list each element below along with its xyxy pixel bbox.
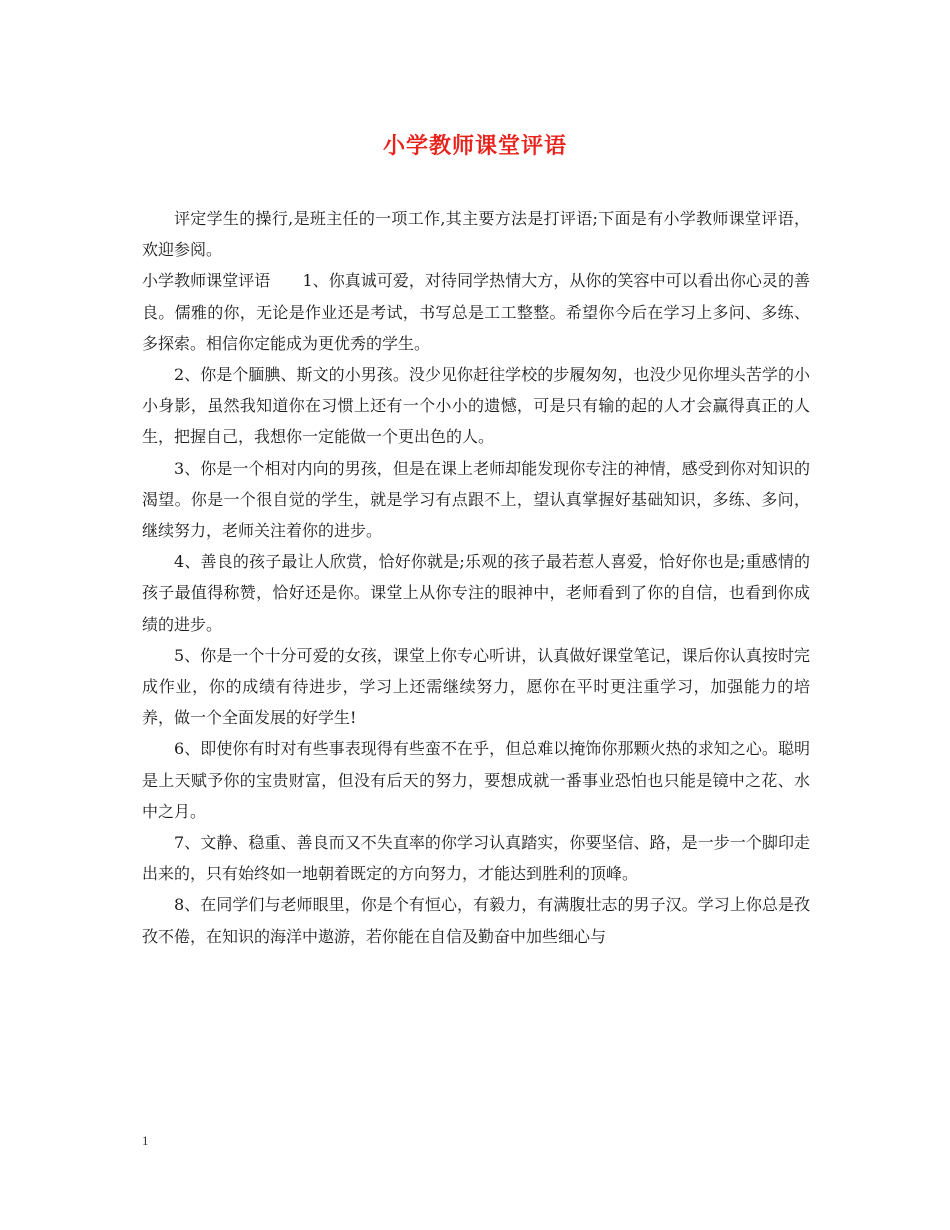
paragraph-2: 2、你是个腼腆、斯文的小男孩。没少见你赶往学校的步履匆匆，也没少见你埋头苦学的小小身影，虽然我知道你在习惯上还有一个小小的遗憾，可是只有输的起的人才会赢得真正的人生，把握自己，我想你一定能做一个更出色的人。 (142, 365, 810, 447)
paragraph-8: 8、在同学们与老师眼里，你是个有恒心，有毅力，有满腹壮志的男子汉。学习上你总是孜孜不倦，在知识的海洋中遨游，若你能在自信及勤奋中加些细心与 (142, 895, 810, 946)
page-number: 1 (142, 1133, 149, 1148)
paragraph-3: 3、你是一个相对内向的男孩，但是在课上老师却能发现你专注的神情，感受到你对知识的渴望。你是一个很自觉的学生，就是学习有点跟不上，望认真掌握好基础知识，多练、多问，继续努力，老师关注着你的进步。 (142, 458, 810, 541)
paragraph-4: 4、善良的孩子最让人欣赏，恰好你就是;乐观的孩子最若惹人喜爱，恰好你也是;重感情的孩子最值得称赞，恰好还是你。课堂上从你专注的眼神中，老师看到了你的自信，也看到你成绩的进步。 (142, 552, 810, 634)
paragraph-5: 5、你是一个十分可爱的女孩，课堂上你专心听讲，认真做好课堂笔记，课后你认真按时完成作业，你的成绩有待进步，学习上还需继续努力，愿你在平时更注重学习，加强能力的培养，做一个全面发展的好学生! (142, 645, 810, 728)
document-title: 小学教师课堂评语 (382, 133, 567, 159)
document-body (142, 203, 810, 952)
paragraph-6: 6、即使你有时对有些事表现得有些蛮不在乎，但总难以掩饰你那颗火热的求知之心。聪明是上天赋予你的宝贵财富，但没有后天的努力，要想成就一番事业恐怕也只能是镜中之花、水中之月。 (142, 739, 810, 821)
intro-paragraph: 评定学生的操行,是班主任的一项工作,其主要方法是打评语;下面是有小学教师课堂评语，欢迎参阅。 (142, 209, 810, 260)
paragraph-1: 小学教师课堂评语 1、你真诚可爱，对待同学热情大方，从你的笑容中可以看出你心灵的善良。儒雅的你，无论是作业还是考试，书写总是工工整整。希望你今后在学习上多问、多练、多探索。相信你定能成为更优秀的学生。 (142, 271, 810, 353)
paragraph-7: 7、文静、稳重、善良而又不失直率的你学习认真踏实，你要坚信、路，是一步一个脚印走出来的，只有始终如一地朝着既定的方向努力，才能达到胜利的顶峰。 (142, 833, 810, 884)
